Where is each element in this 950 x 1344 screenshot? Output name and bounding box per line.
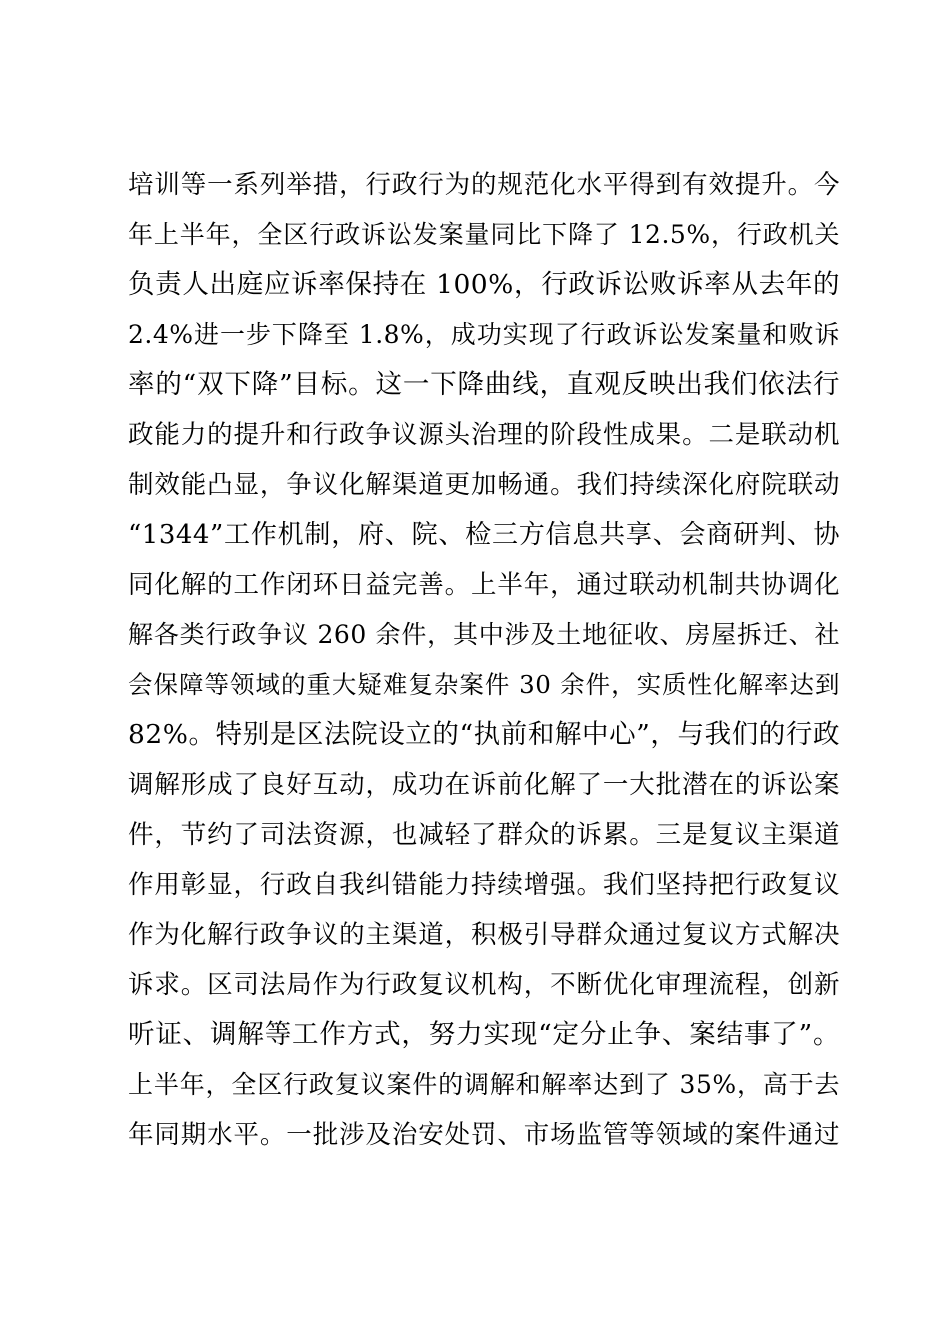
text-line: 年同期水平。一批涉及治安处罚、市场监管等领域的案件通过 [128,1120,840,1150]
text-line: 制效能凸显，争议化解渠道更加畅通。我们持续深化府院联动 [128,470,840,500]
text-line: 调解形成了良好互动，成功在诉前化解了一大批潜在的诉讼案 [128,770,840,800]
text-line: “1344”工作机制，府、院、检三方信息共享、会商研判、协 [128,520,840,550]
text-line: 培训等一系列举措，行政行为的规范化水平得到有效提升。今 [128,170,840,200]
text-line: 2.4%进一步下降至 1.8%，成功实现了行政诉讼发案量和败诉 [128,320,840,349]
text-line: 听证、调解等工作方式，努力实现“定分止争、案结事了”。 [128,1019,840,1050]
text-line: 解各类行政争议 260 余件，其中涉及土地征收、房屋拆迁、社 [128,620,840,649]
text-line: 作用彰显，行政自我纠错能力持续增强。我们坚持把行政复议 [128,870,840,900]
text-line: 件，节约了司法资源，也减轻了群众的诉累。三是复议主渠道 [128,820,840,850]
text-line: 82%。特别是区法院设立的“执前和解中心”，与我们的行政 [128,719,840,750]
text-line: 同化解的工作闭环日益完善。上半年，通过联动机制共协调化 [128,570,840,600]
text-line: 政能力的提升和行政争议源头治理的阶段性成果。二是联动机 [128,420,840,450]
text-line: 会保障等领域的重大疑难复杂案件 30 余件，实质性化解率达到 [128,670,840,699]
text-line: 率的“双下降”目标。这一下降曲线，直观反映出我们依法行 [128,369,840,400]
text-line: 作为化解行政争议的主渠道，积极引导群众通过复议方式解决 [128,920,840,950]
text-line: 上半年，全区行政复议案件的调解和解率达到了 35%，高于去 [128,1070,840,1099]
text-line: 年上半年，全区行政诉讼发案量同比下降了 12.5%，行政机关 [128,220,840,249]
text-line: 负责人出庭应诉率保持在 100%，行政诉讼败诉率从去年的 [128,269,840,300]
body-text [128,160,840,1160]
text-line: 诉求。区司法局作为行政复议机构，不断优化审理流程，创新 [128,970,840,1000]
